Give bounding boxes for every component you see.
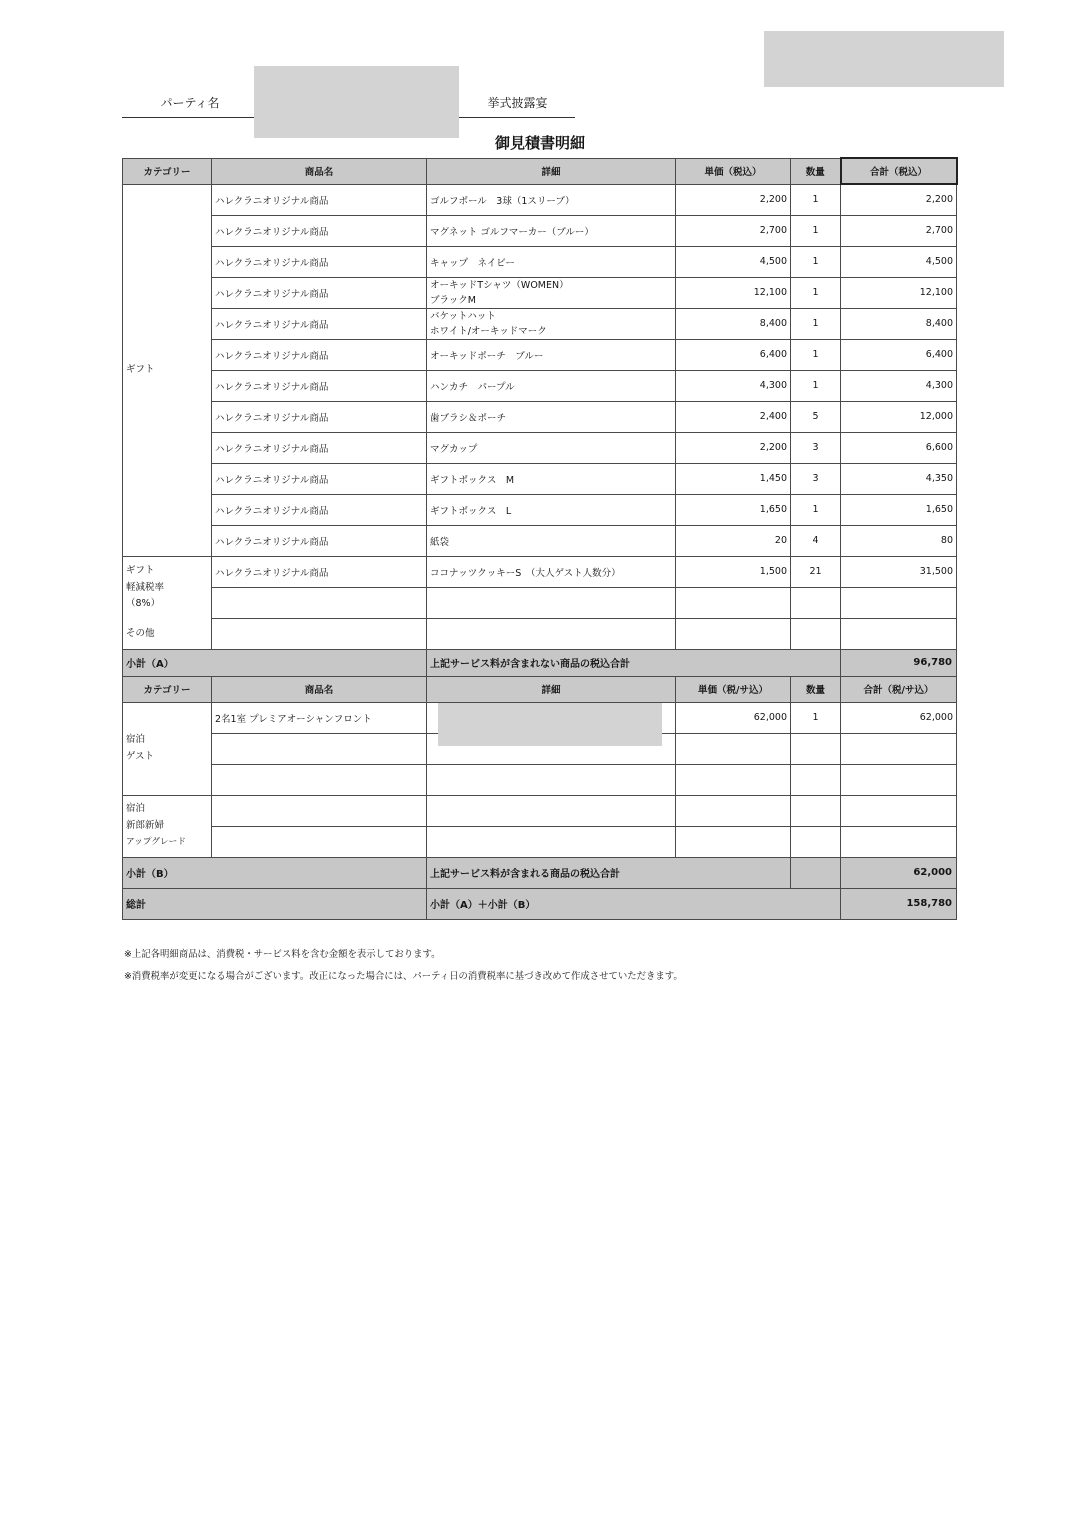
grand-total-label: 総計: [123, 888, 427, 919]
empty-cell: [841, 618, 957, 649]
empty-cell: [427, 618, 676, 649]
empty-cell: [676, 587, 791, 618]
detail-cell: マグネット ゴルフマーカー（ブルー）: [427, 215, 676, 246]
product-cell: ハレクラニオリジナル商品: [212, 401, 427, 432]
empty-cell: [841, 795, 957, 826]
empty-cell: [676, 764, 791, 795]
unit-price-cell: 1,500: [676, 556, 791, 587]
detail-cell: ゴルフボール 3球（1スリーブ）: [427, 184, 676, 215]
empty-cell: [841, 826, 957, 857]
category-label: 宿泊: [126, 803, 146, 815]
quantity-cell: 1: [791, 246, 841, 277]
product-cell: ハレクラニオリジナル商品: [212, 308, 427, 339]
subtotal-a-amount: 96,780: [841, 649, 957, 676]
product-cell: ハレクラニオリジナル商品: [212, 432, 427, 463]
empty-cell: [427, 764, 676, 795]
detail-cell: キャップ ネイビー: [427, 246, 676, 277]
detail-line: ホワイト/オーキッドマーク: [430, 325, 547, 337]
unit-price-cell: 2,200: [676, 432, 791, 463]
line-total-cell: 8,400: [841, 308, 957, 339]
column-header-detail: 詳細: [427, 676, 676, 702]
detail-line: バケットハット: [430, 310, 496, 322]
subtotal-a-description: 上記サービス料が含まれない商品の税込合計: [427, 649, 841, 676]
product-cell: ハレクラニオリジナル商品: [212, 184, 427, 215]
footnote: ※上記各明細商品は、消費税・サービス料を含む金額を表示しております。: [124, 949, 441, 960]
line-total-cell: 4,500: [841, 246, 957, 277]
product-cell: ハレクラニオリジナル商品: [212, 525, 427, 556]
section-b-header-row: [123, 676, 957, 702]
empty-cell: [676, 618, 791, 649]
redacted-block-party-name: [254, 66, 459, 138]
category-label: 新郎新婦: [126, 819, 165, 831]
table-row: [123, 308, 957, 339]
grand-total-amount: 158,780: [841, 888, 957, 919]
category-label: ギフト: [126, 363, 155, 375]
empty-cell: [791, 587, 841, 618]
quantity-cell: 1: [791, 308, 841, 339]
quantity-cell: 1: [791, 339, 841, 370]
quantity-cell: 3: [791, 463, 841, 494]
unit-price-cell: 20: [676, 525, 791, 556]
detail-line: オーキッドTシャツ（WOMEN）: [430, 279, 569, 291]
empty-cell: [676, 795, 791, 826]
line-total-cell: 4,300: [841, 370, 957, 401]
product-cell: ハレクラニオリジナル商品: [212, 277, 427, 308]
table-row: [123, 246, 957, 277]
product-cell: ハレクラニオリジナル商品: [212, 339, 427, 370]
quantity-cell: 1: [791, 702, 841, 733]
detail-cell: ココナッツクッキーS （大人ゲスト人数分）: [427, 556, 676, 587]
quantity-cell: 3: [791, 432, 841, 463]
unit-price-cell: 6,400: [676, 339, 791, 370]
empty-cell: [212, 826, 427, 857]
unit-price-cell: 4,500: [676, 246, 791, 277]
unit-price-cell: 1,650: [676, 494, 791, 525]
column-header-line-total: 合計（税/サ込）: [841, 676, 957, 702]
empty-cell: [791, 764, 841, 795]
detail-line: ブラックM: [430, 294, 477, 306]
unit-price-cell: 2,400: [676, 401, 791, 432]
detail-cell: ギフトボックス M: [427, 463, 676, 494]
empty-cell: [841, 733, 957, 764]
empty-cell: [427, 826, 676, 857]
table-row-empty: [123, 826, 957, 857]
empty-cell: [212, 795, 427, 826]
subtotal-b-row: [123, 857, 957, 888]
category-cell-guest-stay: [123, 702, 212, 795]
detail-cell: [427, 277, 676, 308]
category-cell-reduced-tax-gift: [123, 556, 212, 649]
table-row: [123, 401, 957, 432]
line-total-cell: 12,000: [841, 401, 957, 432]
empty-cell: [791, 618, 841, 649]
column-header-line-total: 合計（税込）: [841, 158, 957, 184]
detail-cell: マグカップ: [427, 432, 676, 463]
category-cell-gift: [123, 184, 212, 556]
redacted-block-detail: [438, 703, 662, 746]
quantity-cell: 21: [791, 556, 841, 587]
column-header-product: 商品名: [212, 158, 427, 184]
unit-price-cell: 1,450: [676, 463, 791, 494]
line-total-cell: 80: [841, 525, 957, 556]
document-title: 御見積書明細: [494, 134, 585, 152]
detail-cell: ハンカチ パープル: [427, 370, 676, 401]
table-row: [123, 184, 957, 215]
subtotal-b-label: 小計（B）: [123, 857, 427, 888]
line-total-cell: 2,700: [841, 215, 957, 246]
table-row: [123, 432, 957, 463]
table-row-empty: [123, 587, 957, 618]
table-row-empty: [123, 764, 957, 795]
category-label: 宿泊: [126, 734, 146, 745]
party-name-label: パーティ名: [160, 96, 220, 110]
footnote: ※消費税率が変更になる場合がございます。改正になった場合には、パーティ日の消費税率に基づき改めて作成させていただきます。: [124, 971, 683, 982]
table-row-empty: [123, 795, 957, 826]
detail-cell: オーキッドポーチ ブルー: [427, 339, 676, 370]
product-cell: ハレクラニオリジナル商品: [212, 494, 427, 525]
event-type-label: 挙式披露宴: [487, 96, 548, 110]
unit-price-cell: 12,100: [676, 277, 791, 308]
column-header-unit-price: 単価（税/サ込）: [676, 676, 791, 702]
column-header-quantity: 数量: [791, 676, 841, 702]
empty-cell: [841, 764, 957, 795]
empty-cell: [676, 733, 791, 764]
unit-price-cell: 4,300: [676, 370, 791, 401]
empty-cell: [212, 733, 427, 764]
detail-cell: 紙袋: [427, 525, 676, 556]
line-total-cell: 4,350: [841, 463, 957, 494]
product-cell: ハレクラニオリジナル商品: [212, 215, 427, 246]
quantity-cell: 5: [791, 401, 841, 432]
category-label: 軽減税率: [126, 581, 165, 593]
product-cell: ハレクラニオリジナル商品: [212, 246, 427, 277]
line-total-cell: 6,600: [841, 432, 957, 463]
table-row: [123, 370, 957, 401]
empty-cell: [676, 826, 791, 857]
table-row: [123, 525, 957, 556]
empty-cell: [212, 618, 427, 649]
product-cell: ハレクラニオリジナル商品: [212, 463, 427, 494]
line-total-cell: 31,500: [841, 556, 957, 587]
line-total-cell: 62,000: [841, 702, 957, 733]
redacted-block-top: [764, 31, 1004, 87]
section-a-header-row: [123, 158, 957, 184]
quantity-cell: 1: [791, 277, 841, 308]
grand-total-description: 小計（A）＋小計（B）: [427, 888, 841, 919]
category-label: （8%）: [126, 598, 161, 609]
subtotal-a-row: [123, 649, 957, 676]
detail-cell: ギフトボックス L: [427, 494, 676, 525]
subtotal-b-description: 上記サービス料が含まれる商品の税込合計: [427, 857, 791, 888]
quantity-cell: 1: [791, 215, 841, 246]
product-cell: ハレクラニオリジナル商品: [212, 370, 427, 401]
quantity-cell: 1: [791, 370, 841, 401]
column-header-category: カテゴリー: [123, 158, 212, 184]
line-total-cell: 12,100: [841, 277, 957, 308]
category-label: アップグレード: [126, 837, 186, 848]
table-row: [123, 463, 957, 494]
table-row: [123, 215, 957, 246]
subtotal-b-amount: 62,000: [841, 857, 957, 888]
table-row: [123, 277, 957, 308]
unit-price-cell: 2,700: [676, 215, 791, 246]
empty-cell: [427, 795, 676, 826]
quantity-cell: 1: [791, 494, 841, 525]
empty-cell: [791, 857, 841, 888]
empty-cell: [427, 587, 676, 618]
subtotal-a-label: 小計（A）: [123, 649, 427, 676]
quantity-cell: 1: [791, 184, 841, 215]
line-total-cell: 2,200: [841, 184, 957, 215]
product-cell: ハレクラニオリジナル商品: [212, 556, 427, 587]
empty-cell: [841, 587, 957, 618]
empty-cell: [791, 826, 841, 857]
column-header-category: カテゴリー: [123, 676, 212, 702]
line-total-cell: 1,650: [841, 494, 957, 525]
detail-cell: 歯ブラシ＆ポーチ: [427, 401, 676, 432]
product-cell: 2名1室 プレミアオーシャンフロント: [212, 702, 427, 733]
unit-price-cell: 62,000: [676, 702, 791, 733]
unit-price-cell: 8,400: [676, 308, 791, 339]
column-header-quantity: 数量: [791, 158, 841, 184]
empty-cell: [791, 733, 841, 764]
category-label: ギフト: [126, 565, 155, 576]
line-total-cell: 6,400: [841, 339, 957, 370]
quantity-cell: 4: [791, 525, 841, 556]
estimate-table: [122, 157, 958, 920]
empty-cell: [212, 764, 427, 795]
empty-cell: [791, 795, 841, 826]
unit-price-cell: 2,200: [676, 184, 791, 215]
table-row: [123, 339, 957, 370]
column-header-product: 商品名: [212, 676, 427, 702]
category-cell-couple-upgrade: [123, 795, 212, 857]
column-header-unit-price: 単価（税込）: [676, 158, 791, 184]
table-row: [123, 556, 957, 587]
grand-total-row: [123, 888, 957, 919]
column-header-detail: 詳細: [427, 158, 676, 184]
detail-cell: [427, 308, 676, 339]
category-label: ゲスト: [126, 750, 155, 762]
category-label-other: その他: [126, 627, 155, 639]
table-row: [123, 494, 957, 525]
table-row-empty: [123, 618, 957, 649]
empty-cell: [212, 587, 427, 618]
